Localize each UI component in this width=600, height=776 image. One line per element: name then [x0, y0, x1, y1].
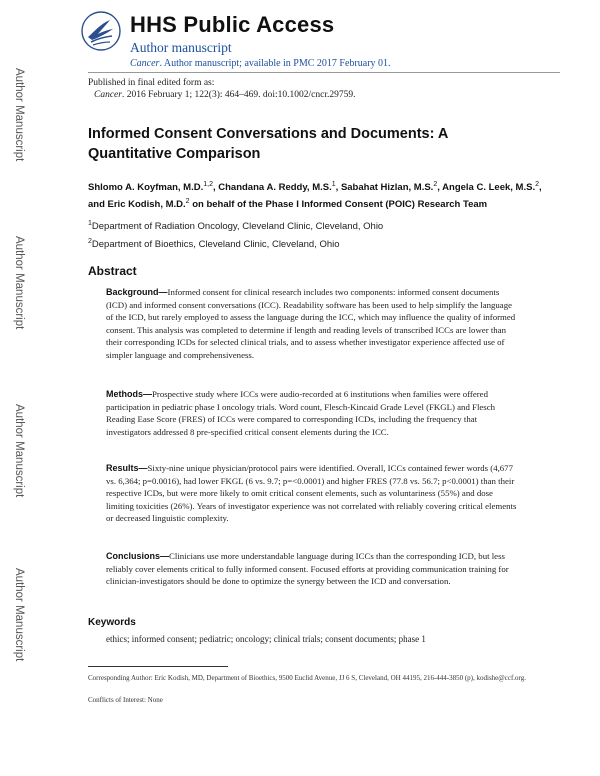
author-name: Sabahat Hizlan, M.S.	[340, 182, 434, 194]
abstract-conclusions	[106, 550, 518, 588]
affiliation-sup: 1	[88, 220, 92, 227]
affiliation-text: Department of Radiation Oncology, Cleveland Clinic, Cleveland, Ohio	[91, 221, 384, 233]
publication-info	[88, 77, 355, 101]
author-list: Shlomo A. Koyfman, M.D.$^{1,2}$, Chandana A. Reddy, M.S.$^1$, Sabahat Hizlan, M.S.$^2$, Angela C. Leek, M.S.$^2$, and Eric Kodish, M.D.$^2$ on behalf of the Phase I Informed Consent (POIC) Research Team	[88, 181, 542, 211]
conclusions-text: Clinicians use more understandable language during ICCs than the corresponding ICD, but less reliably cover elements critical to fully informed consent. Focused efforts at providing communication training for clinician-investigators should be done to optimize the synergy between the ICD and conversation.	[106, 551, 509, 587]
citation-journal: Cancer	[94, 90, 122, 100]
author-manuscript-subtitle: Author manuscript	[130, 40, 232, 55]
side-label-author-manuscript: Author Manuscript	[13, 236, 25, 330]
affiliation-text: Department of Bioethics, Cleveland Clinic, Cleveland, Ohio	[91, 239, 340, 251]
article-title: Informed Consent Conversations and Documents: A Quantitative Comparison	[88, 126, 448, 162]
author-affiliation-sup: 2	[535, 181, 539, 188]
author-name: Chandana A. Reddy, M.S.	[218, 182, 332, 194]
affiliation	[88, 220, 508, 232]
corresponding-author-footnote: Corresponding Author: Eric Kodish, MD, Department of Bioethics, 9500 Euclid Avenue, JJ 6 S, Cleveland, OH 44195, 216-444-3850 (p), kodishe@ccf.org.	[88, 674, 526, 682]
journal-name: Cancer	[130, 58, 160, 69]
author-affiliation-sup: 2	[185, 198, 190, 206]
background-text: Informed consent for clinical research includes two components: informed consent documents (ICD) and informed consent conversations (ICC). Readability software has been used to help simplify the language of the ICD, but rarely employed to assess the language during the ICC, which may influence the quality of informed consent. This analysis was completed to determine if length and reading levels of transcribed ICCs are lower than their corresponding ICDs for selected clinical trials, and to assess whether investigator experience affected use of simpler language and comprehensiveness.	[106, 287, 516, 360]
citation-line	[88, 89, 355, 101]
availability-text: . Author manuscript; available in PMC 2017 February 01.	[159, 58, 391, 69]
author-affiliation-sup: 2	[433, 181, 438, 188]
author-name: Shlomo A. Koyfman, M.D.	[88, 182, 204, 194]
abstract-results	[106, 462, 518, 525]
methods-text: Prospective study where ICCs were audio-recorded at 6 institutions when families were offered participation in pediatric phase I oncology trials. Word count, Flesch-Kincaid Grade Level (FKGL) and Flesch Reading Ease Score (FRES) of ICCs were compared to corresponding ICDs, including the frequency that investigators addressed 8 pre-specified critical consent elements during the ICC.	[106, 389, 496, 437]
research-team: on behalf of the Phase I Informed Consent (POIC) Research Team	[192, 199, 488, 211]
author-name: Angela C. Leek, M.S.	[442, 182, 536, 194]
side-label-author-manuscript: Author Manuscript	[13, 68, 25, 162]
abstract-background	[106, 286, 518, 362]
keywords-list: ethics; informed consent; pediatric; oncology; clinical trials; consent documents; phase 1	[106, 634, 426, 644]
side-label-author-manuscript: Author Manuscript	[13, 404, 25, 498]
author-affiliation-sup: 1	[331, 181, 336, 188]
citation-details: . 2016 February 1; 122(3): 464–469. doi:10.1002/cncr.29759.	[121, 90, 356, 100]
abstract-methods	[106, 388, 518, 438]
hhs-eagle-logo-icon	[80, 10, 122, 52]
conflicts-footnote: Conflicts of Interest: None	[88, 696, 163, 704]
results-label: Results—	[106, 463, 148, 473]
conclusions-label: Conclusions—	[106, 551, 170, 561]
background-label: Background—	[106, 287, 168, 297]
methods-label: Methods—	[106, 389, 152, 399]
hhs-public-access-title: HHS Public Access	[130, 12, 335, 37]
affiliation-sup: 2	[88, 238, 92, 245]
results-text: Sixty-nine unique physician/protocol pairs were identified. Overall, ICCs contained fewer words (4,677 vs. 6,364; p=0.0016), had lower FKGL (6 vs. 9.7; p=<0.0001) and higher FRES (77.8 vs. 56.7; p<0.0001) than their respective ICDs, but were more likely to omit critical consent elements, such as voluntariness (55%) and dose limiting toxicities (26%). Years of investigator experience was not correlated with reliably covering critical elements or decreased linguistic complexity.	[106, 463, 517, 524]
header-divider	[88, 72, 560, 73]
published-label: Published in final edited form as:	[88, 78, 215, 88]
keywords-heading: Keywords	[88, 617, 136, 628]
affiliation	[88, 238, 508, 250]
abstract-heading: Abstract	[88, 264, 137, 278]
side-label-author-manuscript: Author Manuscript	[13, 568, 25, 662]
author-affiliation-sup: 1,2	[203, 181, 213, 188]
author-name: and Eric Kodish, M.D.	[88, 199, 186, 211]
journal-availability-line	[130, 58, 391, 69]
footnote-divider	[88, 666, 228, 667]
